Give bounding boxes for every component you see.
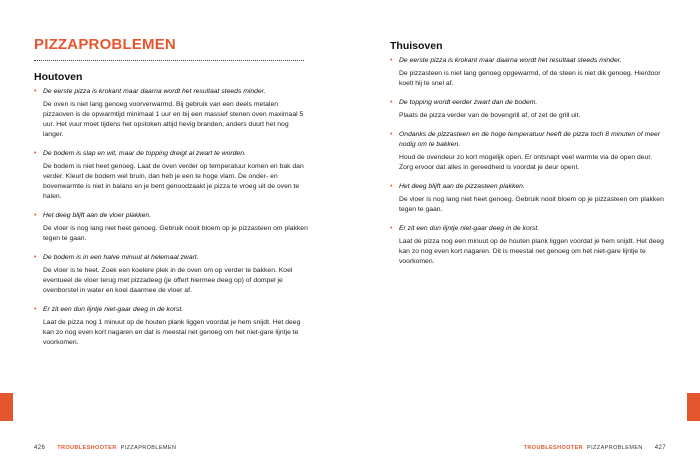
right-page-footer bbox=[524, 445, 666, 451]
dotted-divider bbox=[34, 60, 304, 61]
question-text: De bodem is slap en wit, maar de topping dreigt al zwart te worden. bbox=[43, 150, 246, 157]
faq-question bbox=[34, 253, 310, 263]
faq-question bbox=[34, 305, 310, 315]
faq-question bbox=[34, 211, 310, 221]
faq-question bbox=[34, 87, 310, 97]
bullet-icon: • bbox=[390, 57, 393, 64]
footer-chapter: PIZZAPROBLEMEN bbox=[120, 445, 177, 451]
bullet-icon: • bbox=[390, 99, 393, 106]
faq-answer: De oven is niet lang genoeg voorverwarmd. Bij gebruik van een deels metalen pizzaoven is de opwarmtijd minimaal 1 uur en bij een massief stenen oven maximaal 5 uur. Het vuur moet tijdens het opstoken altijd hevig branden, anders duurt het nog langer. bbox=[43, 101, 304, 138]
faq-question bbox=[390, 56, 664, 66]
right-page bbox=[350, 0, 700, 460]
faq-answer: De vloer is nog lang niet heet genoeg. Gebruik nooit bloem op je pizzasteen om plakken tegen te gaan. bbox=[399, 196, 664, 213]
faq-item bbox=[390, 182, 664, 215]
bullet-icon: • bbox=[34, 254, 37, 261]
faq-answer: Plaats de pizza verder van de bovengrill af, of zet de grill uit. bbox=[399, 112, 581, 119]
faq-item bbox=[34, 211, 310, 244]
faq-item bbox=[390, 98, 664, 121]
question-text: Er zit een dun lijntje niet-gaar deeg in de korst. bbox=[399, 225, 540, 232]
question-text: Het deeg blijft aan de vloer plakken. bbox=[43, 212, 152, 219]
chapter-tab-marker bbox=[0, 393, 13, 421]
question-text: De topping wordt eerder zwart dan de bodem. bbox=[399, 99, 538, 106]
bullet-icon: • bbox=[34, 306, 37, 313]
bullet-icon: • bbox=[390, 183, 393, 190]
question-text: De eerste pizza is krokant maar daarna wordt het resultaat steeds minder. bbox=[399, 57, 622, 64]
bullet-icon: • bbox=[34, 150, 37, 157]
bullet-icon: • bbox=[390, 225, 393, 232]
footer-brand: TROUBLESHOOTER bbox=[57, 445, 117, 451]
right-faq-list bbox=[390, 56, 664, 276]
faq-answer: De vloer is nog lang niet heet genoeg. Gebruik nooit bloem op je pizzasteen om plakken tegen te gaan. bbox=[43, 225, 308, 242]
faq-answer: De vloer is te heet. Zoek een koelere plek in de oven om op verder te bakken. Koel eventueel de vloer terug met pizzadeeg (je offert hiermee deeg op) of dompel je ovenborstel in water en koel daarmee de vloer af. bbox=[43, 267, 293, 294]
footer-chapter: PIZZAPROBLEMEN bbox=[587, 445, 643, 451]
left-faq-list bbox=[34, 87, 310, 357]
page-number: 427 bbox=[654, 445, 666, 451]
faq-question bbox=[390, 130, 664, 150]
chapter-tab-marker bbox=[687, 393, 700, 421]
section-heading-thuisoven: Thuisoven bbox=[390, 40, 443, 52]
faq-answer: Laat de pizza nog een minuut op de houten plank liggen voordat je hem snijdt. Het deeg kan zo nog even kort nagaren. Dit is meestal net genoeg om het niet-gare lijntje te voorkomen. bbox=[399, 238, 664, 265]
faq-item bbox=[34, 253, 310, 296]
bullet-icon: • bbox=[390, 131, 393, 138]
faq-item bbox=[34, 305, 310, 348]
page-title: PIZZAPROBLEMEN bbox=[34, 36, 176, 53]
question-text: Ondanks de pizzasteen en de hoge temperatuur heeft de pizza toch 8 minuten of meer nodig om te bakken. bbox=[399, 131, 661, 148]
faq-answer: Houd de ovendeur zo kort mogelijk open. Er ontsnapt veel warmte via de open deur. Zorg ervoor dat alles in gereedheid is voordat je deur opent. bbox=[399, 154, 653, 171]
faq-answer: De pizzasteen is niet lang genoeg opgewarmd, of de steen is niet dik genoeg. Hierdoor koelt hij te snel af. bbox=[399, 70, 661, 87]
faq-item bbox=[390, 224, 664, 267]
faq-question bbox=[390, 98, 664, 108]
faq-item bbox=[390, 130, 664, 173]
question-text: Het deeg blijft aan de pizzasteen plakken. bbox=[399, 183, 525, 190]
faq-answer: Laat de pizza nog 1 minuut op de houten plank liggen voordat je hem snijdt. Het deeg kan zo nog even kort nagaren en dat is meestal net genoeg om het niet-gare lijntje te voorkomen. bbox=[43, 319, 301, 346]
left-page-footer bbox=[34, 445, 176, 451]
section-heading-houtoven: Houtoven bbox=[34, 71, 83, 83]
bullet-icon: • bbox=[34, 88, 37, 95]
faq-answer: De bodem is niet heet genoeg. Laat de oven verder op temperatuur komen en bak dan verder. Kleurt de bodem wel bruin, dan heb je een te hoge vlam. De onder- en bovenwarmte is niet in balans en je bent genoodzaakt je pizza te vroeg uit de oven te halen. bbox=[43, 163, 304, 200]
question-text: De bodem is in een halve minuut al helemaal zwart. bbox=[43, 254, 199, 261]
question-text: De eerste pizza is krokant maar daarna wordt het resultaat steeds minder. bbox=[43, 88, 266, 95]
faq-item bbox=[390, 56, 664, 89]
question-text: Er zit een dun lijntje niet-gaar deeg in de korst. bbox=[43, 306, 184, 313]
faq-item bbox=[34, 87, 310, 140]
footer-brand: TROUBLESHOOTER bbox=[523, 445, 584, 451]
faq-question bbox=[390, 224, 664, 234]
faq-question bbox=[34, 149, 310, 159]
faq-item bbox=[34, 149, 310, 202]
faq-question bbox=[390, 182, 664, 192]
page-number: 426 bbox=[34, 445, 46, 451]
bullet-icon: • bbox=[34, 212, 37, 219]
